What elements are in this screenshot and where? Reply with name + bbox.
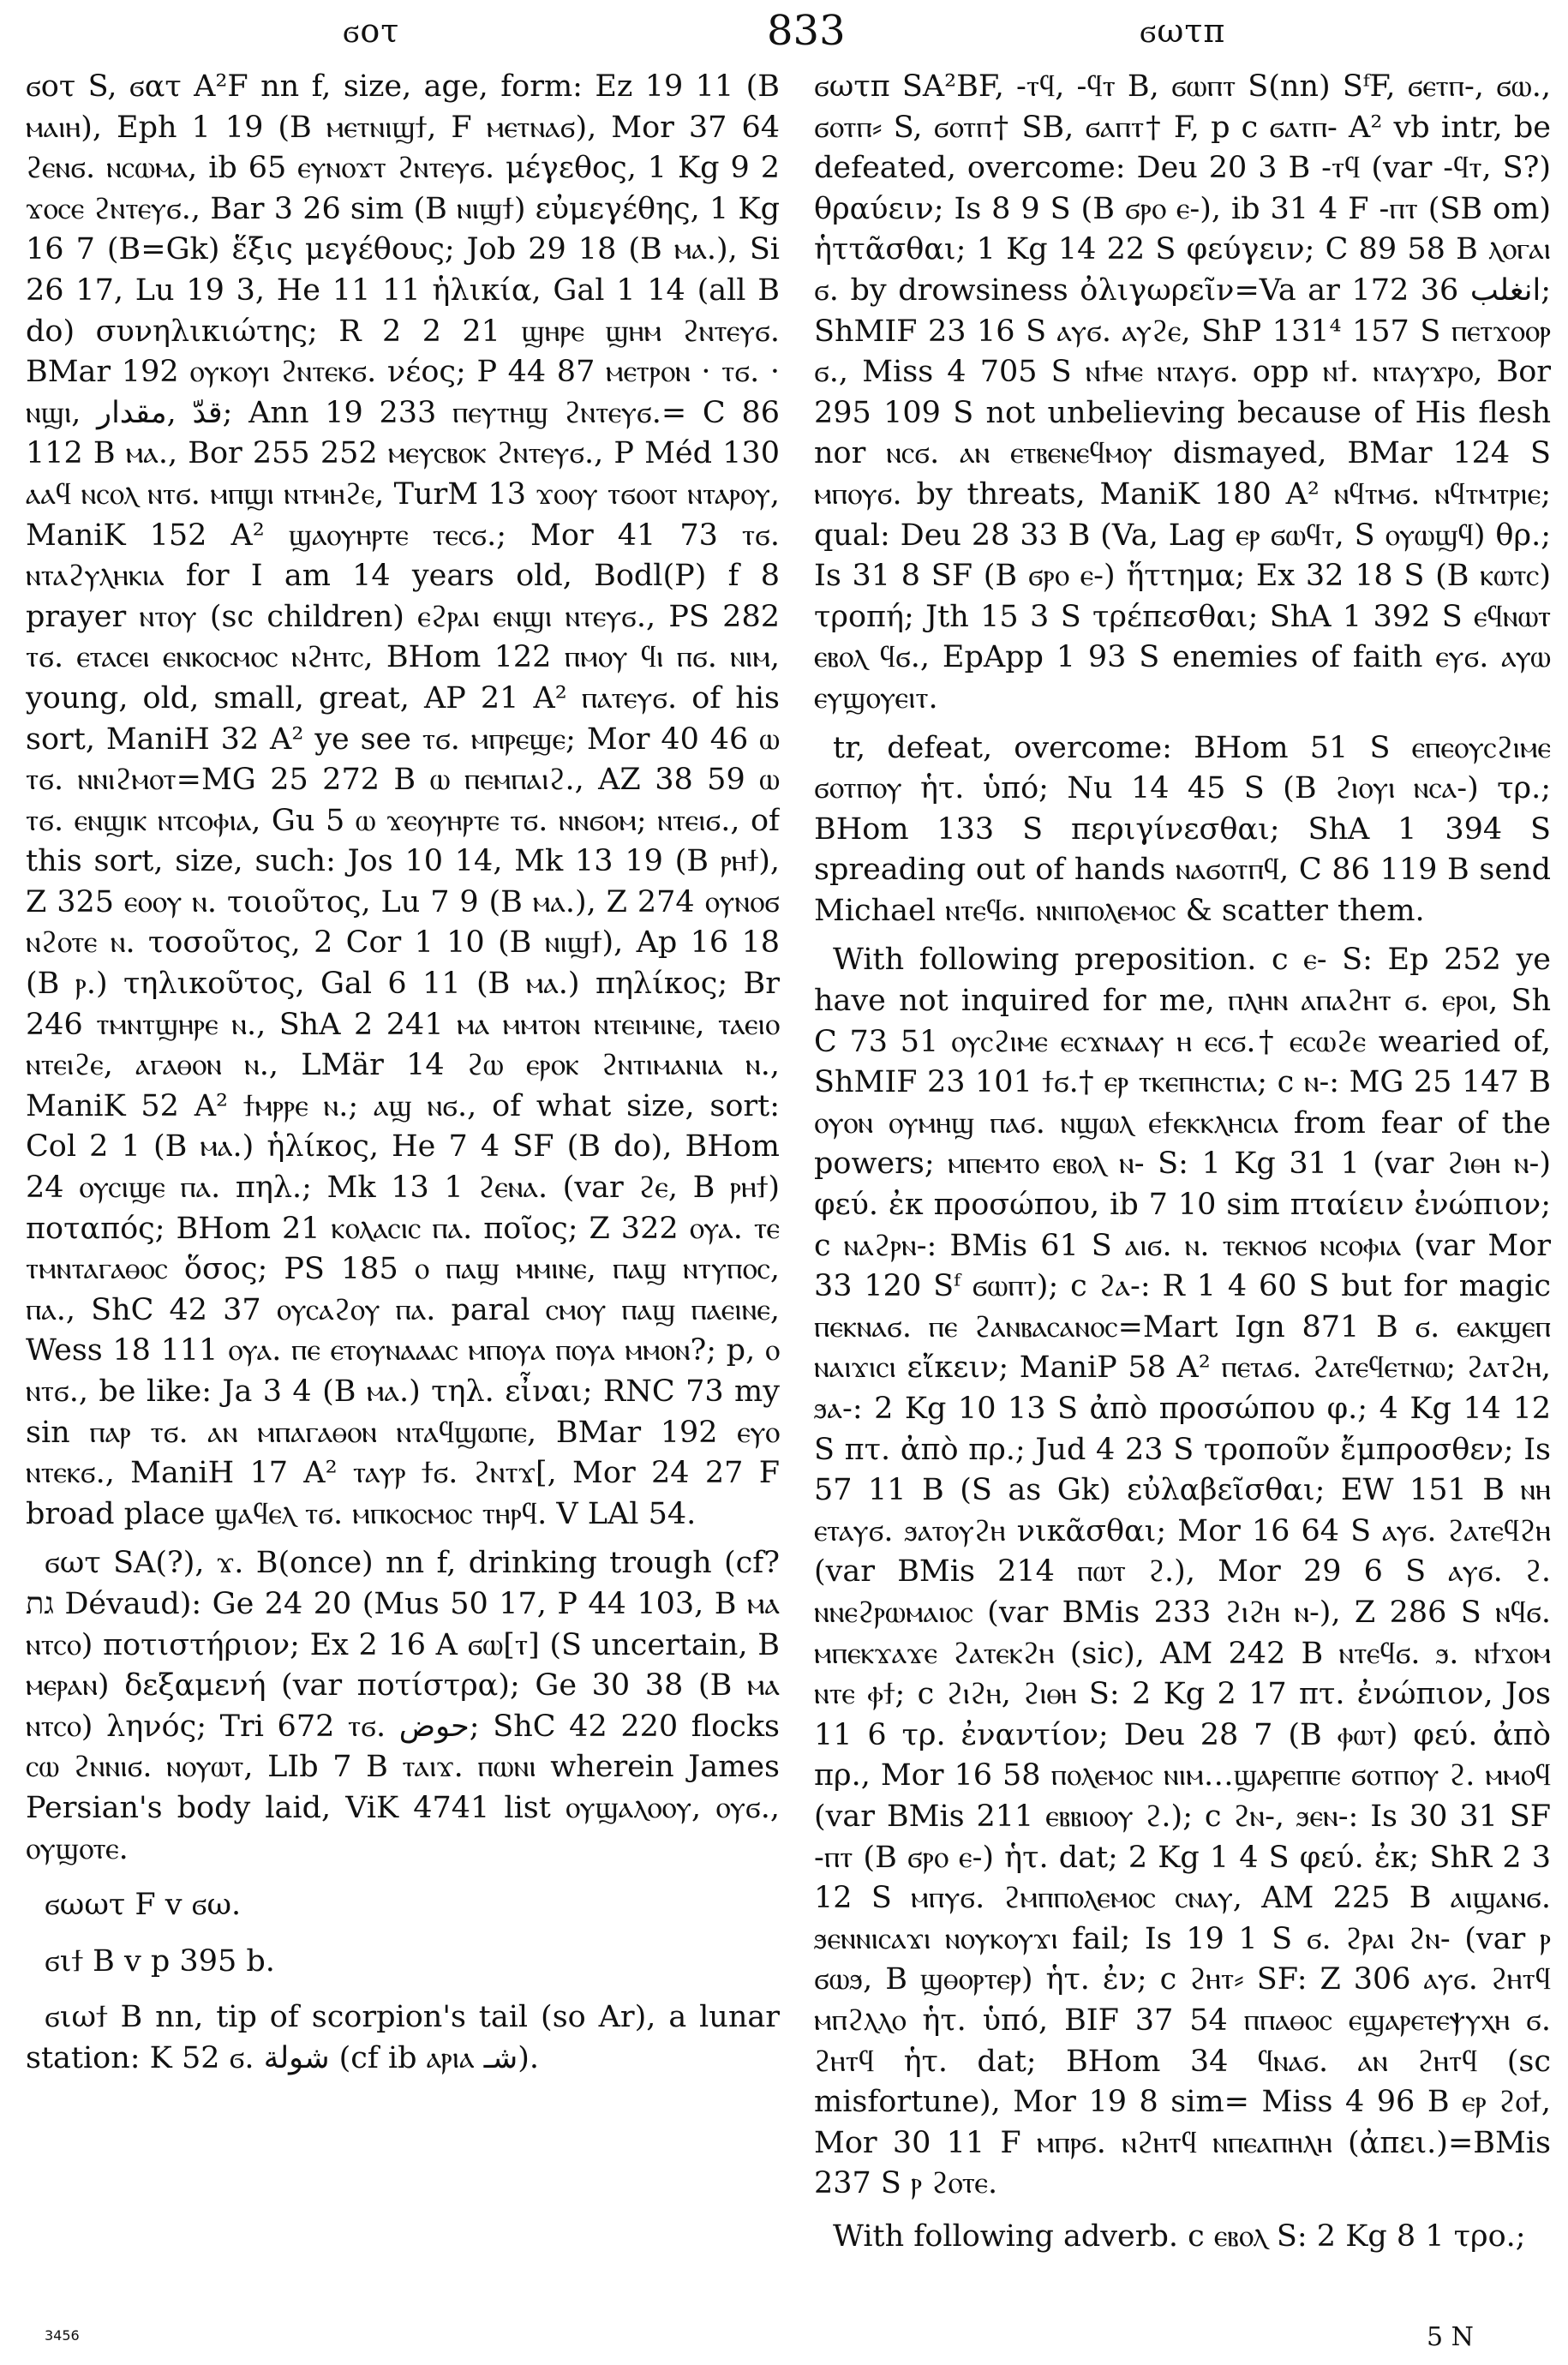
left-column (26, 67, 780, 2308)
entry-gwt: ϭωτ SA(?), ϫ. B(once) nn f, drinking trough (cf? גת Dévaud): Ge 24 20 (Mus 50 17, P 44 103, B ⲙⲁ ⲛⲧⲥⲟ) ποτιστήριον; Ex 2 16 A ϭⲱ[ⲧ] (S uncertain, B ⲙⲉⲣⲁⲛ) δεξαμενή (var ποτίστρα); Ge 30 38 (B ⲙⲁ ⲛⲧⲥⲟ) ληνός; Tri 672 ⲧϭ. حوض; ShC 42 220 flocks ⲥⲱ ϩⲛⲛⲓϭ. ⲛⲟⲩⲱⲧ, LIb 7 B ⲧⲁⲓϫ. ⲡⲱⲛⲓ wherein James Persian's body laid, ViK 4741 list ⲟⲩϣⲁⲗⲟⲟⲩ, ⲟⲩϭ., ⲟⲩϣⲟⲧⲉ. (26, 1546, 780, 1866)
entry-giwti: ϭιωϯ B nn, tip of scorpion's tail (so Ar), a lunar station: K 52 ϭ. شولة (cf ib ⲁⲣⲓⲁ شـ). (26, 2000, 780, 2075)
page-footer (0, 2314, 1568, 2365)
entry-gwtp-prepositions: With following preposition. c ⲉ- S: Ep 252 ye have not inquired for me, ⲡⲗⲏⲛ ⲁⲡⲁϩⲏⲧ ϭ. ⲉⲣⲟⲓ, Sh C 73 51 ⲟⲩⲥϩⲓⲙⲉ ⲉⲥϫⲛⲁⲁⲩ ⲏ ⲉⲥϭ.† ⲉⲥⲱϩⲉ wearied of, ShMIF 23 101 ϯϭ.† ⲉⲣ ⲧⲕⲉⲡⲏⲥⲧⲓⲁ; c ⲛ-: MG 25 147 B ⲟⲩⲟⲛ ⲟⲩⲙⲏϣ ⲡⲁϭ. ⲛϣⲱⲗ ⲉϯⲉⲕⲕⲗⲏⲥⲓⲁ from fear of the powers; ⲙⲡⲉⲙⲧⲟ ⲉⲃⲟⲗ ⲛ- S: 1 Kg 31 1 (var ϩⲓⲑⲏ ⲛ-) φεύ. ἐκ προσώπου, ib 7 10 sim πταίειν ἐνώπιον; c ⲛⲁϩⲣⲛ-: BMis 61 S ⲁⲓϭ. ⲛ. ⲧⲉⲕⲛⲟϭ ⲛⲥⲟⲫⲓⲁ (var Mor 33 120 Sᶠ ϭⲱⲡⲧ); c ϩⲁ-: R 1 4 60 S but for magic ⲡⲉⲕⲛⲁϭ. ⲡⲉ ϩⲁⲛⲃⲁⲥⲁⲛⲟⲥ=Mart Ign 871 B ϭ. ⲉⲁⲕϣⲉⲡ ⲛⲁⲓϫⲓⲥⲓ εἴκειν; ManiP 58 A² ⲡⲉⲧⲁϭ. ϩⲁⲧⲉϥⲉⲧⲛⲱ; ϩⲁⲧϩⲏ, ϧⲁ-: 2 Kg 10 13 S ἀπὸ προσώπου φ.; 4 Kg 14 12 S πτ. ἀπὸ πρ.; Jud 4 23 S τροποῦν ἔμπροσθεν; Is 57 11 B (S as Gk) εὐλαβεῖσθαι; EW 151 B ⲛⲏ ⲉⲧⲁⲩϭ. ϧⲁⲧⲟⲩϩⲏ νικᾶσθαι; Mor 16 64 S ⲁⲩϭ. ϩⲁⲧⲉϥϩⲏ (var BMis 214 ⲡⲱⲧ ϩ.), Mor 29 6 S ⲁⲩϭ. ϩ. ⲛⲛⲉϩⲣⲱⲙⲁⲓⲟⲥ (var BMis 233 ϩⲓϩⲏ ⲛ-), Z 286 S ⲛϥϭ. ⲙⲡⲉⲕϫⲁϫⲉ ϩⲁⲧⲉⲕϩⲏ (sic), AM 242 B ⲛⲧⲉϥϭ. ϧ. ⲛϯϫⲟⲙ ⲛⲧⲉ ⲫϯ; c ϩⲓϩⲏ, ϩⲓⲑⲏ S: 2 Kg 2 17 πτ. ἐνώπιον, Jos 11 6 τρ. ἐναντίον; Deu 28 7 (B ⲫⲱⲧ) φεύ. ἀπὸ πρ., Mor 16 58 ⲡⲟⲗⲉⲙⲟⲥ ⲛⲓⲙ…ϣⲁⲣⲉⲡⲡⲉ ϭⲟⲧⲡⲟⲩ ϩ. ⲙⲙⲟϥ (var BMis 211 ⲉⲃⲃⲓⲟⲟⲩ ϩ.); c ϩⲛ-, ϧⲉⲛ-: Is 30 31 SF -ⲡⲧ (B ϭⲣⲟ ⲉ-) ἡτ. dat; 2 Kg 1 4 S φεύ. ἐκ; ShR 2 3 12 S ⲙⲡⲩϭ. ϩⲙⲡⲡⲟⲗⲉⲙⲟⲥ ⲥⲛⲁⲩ, AM 225 B ⲁⲓϣⲁⲛϭ. ϧⲉⲛⲛⲓⲥⲁϫⲓ ⲛⲟⲩⲕⲟⲩϫⲓ fail; Is 19 1 S ϭ. ϩⲣⲁⲓ ϩⲛ- (var ⲣ ϭⲱϧ, B ϣⲑⲟⲣⲧⲉⲣ) ἡτ. ἐν; c ϩⲏⲧ⸗ SF: Z 306 ⲁⲩϭ. ϩⲏⲧϥ ⲙⲡϩⲗⲗⲟ ἡτ. ὑπό, BIF 37 54 ⲡⲡⲁⲑⲟⲥ ⲉϣⲁⲣⲉⲧⲉⲯⲩⲭⲏ ϭ. ϩⲏⲧϥ ἡτ. dat; BHom 34 ϥⲛⲁϭ. ⲁⲛ ϩⲏⲧϥ (sc misfortune), Mor 19 8 sim= Miss 4 96 B ⲉⲣ ϩⲟϯ, Mor 30 11 F ⲙⲡⲣϭ. ⲛϩⲏⲧϥ ⲛⲡⲉⲁⲡⲏⲗⲏ (ἀπει.)=BMis 237 S ⲣ ϩⲟⲧⲉ. (814, 943, 1551, 2201)
page-header (0, 0, 1568, 60)
entry-gwwt: ϭωωτ F v ϭω. (45, 1888, 242, 1923)
entry-gwtp-adverb: With following adverb. c ⲉⲃⲟⲗ S: 2 Kg 8 1 τρο.; (833, 2218, 1526, 2254)
entry-giti: ϭιϯ B v p 395 b. (45, 1943, 275, 1979)
page-number: 833 (767, 7, 846, 55)
entry-got: ϭοτ S, ϭατ A²F nn f, size, age, form: Ez 19 11 (B ⲙⲁⲓⲏ), Eph 1 19 (B ⲙⲉⲧⲛⲓϣϯ, F ⲙⲉⲧⲛⲁϭ), Mor 37 64 ϩⲉⲛϭ. ⲛⲥⲱⲙⲁ, ib 65 ⲉⲩⲛⲟϫⲧ ϩⲛⲧⲉⲩϭ. μέγεθος, 1 Kg 9 2 ϫⲟⲥⲉ ϩⲛⲧⲉⲩϭ., Bar 3 26 sim (B ⲛⲓϣϯ) εὐμεγέθης, 1 Kg 16 7 (B=Gk) ἕξις μεγέθους; Job 29 18 (B ⲙⲁ.), Si 26 17, Lu 19 3, He 11 11 ἡλικία, Gal 1 14 (all B do) συνηλικιώτης; R 2 2 21 ϣⲏⲣⲉ ϣⲏⲙ ϩⲛⲧⲉⲩϭ. BMar 192 ⲟⲩⲕⲟⲩⲓ ϩⲛⲧⲉⲕϭ. νέος; P 44 87 ⲙⲉⲧⲣⲟⲛ · ⲧϭ. · ⲛϣⲓ, قدّ ,مقدار; Ann 19 233 ⲡⲉⲩⲧⲏϣ ϩⲛⲧⲉⲩϭ.= C 86 112 B ⲙⲁ., Bor 255 252 ⲙⲉⲩⲥⲃⲟⲕ ϩⲛⲧⲉⲩϭ., P Méd 130 ⲁⲁϥ ⲛⲥⲟⲗ ⲛⲧϭ. ⲙⲡϣⲓ ⲛⲧⲙⲏϩⲉ, TurM 13 ϫⲟⲟⲩ ⲧϭⲟⲟⲧ ⲛⲧⲁⲣⲟⲩ, ManiK 152 A² ϣⲁⲟⲩⲏⲣⲧⲉ ⲧⲉⲥϭ.; Mor 41 73 ⲧϭ. ⲛⲧⲁϩⲩⲗⲏⲕⲓⲁ for I am 14 years old, Bodl(P) f 8 prayer ⲛⲧⲟⲩ (sc children) ⲉϩⲣⲁⲓ ⲉⲛϣⲓ ⲛⲧⲉⲩϭ., PS 282 ⲧϭ. ⲉⲧⲁⲥⲉⲓ ⲉⲛⲕⲟⲥⲙⲟⲥ ⲛϩⲏⲧⲥ, BHom 122 ⲡⲙⲟⲩ ϥⲓ ⲡϭ. ⲛⲓⲙ, young, old, small, great, AP 21 A² ⲡⲁⲧⲉⲩϭ. of his sort, ManiH 32 A² ye see ⲧϭ. ⲙⲡⲣⲉϣⲉ; Mor 40 46 ⲱ ⲧϭ. ⲛⲛⲓϩⲙⲟⲧ=MG 25 272 B ⲱ ⲡⲉⲙⲡⲁⲓϩ., AZ 38 59 ⲱ ⲧϭ. ⲉⲛϣⲓⲕ ⲛⲧⲥⲟⲫⲓⲁ, Gu 5 ⲱ ϫⲉⲟⲩⲏⲣⲧⲉ ⲧϭ. ⲛⲛϭⲟⲙ; ⲛⲧⲉⲓϭ., of this sort, size, such: Jos 10 14, Mk 13 19 (B ⲣⲏϯ), Z 325 ⲉⲟⲟⲩ ⲛ. τοιοῦτος, Lu 7 9 (B ⲙⲁ.), Z 274 ⲟⲩⲛⲟϭ ⲛϩⲟⲧⲉ ⲛ. τοσοῦτος, 2 Cor 1 10 (B ⲛⲓϣϯ), Ap 16 18 (B ⲣ.) τηλικοῦτος, Gal 6 11 (B ⲙⲁ.) πηλίκος; Br 246 ⲧⲙⲛⲧϣⲏⲣⲉ ⲛ., ShA 2 241 ⲙⲁ ⲙⲙⲧⲟⲛ ⲛⲧⲉⲓⲙⲓⲛⲉ, ⲧⲁⲉⲓⲟ ⲛⲧⲉⲓϩⲉ, ⲁⲅⲁⲑⲟⲛ ⲛ., LMär 14 ϩⲱ ⲉⲣⲟⲕ ϩⲛⲧⲓⲙⲁⲛⲓⲁ ⲛ., ManiK 52 A² ϯⲙⲣⲣⲉ ⲛ.; ⲁϣ ⲛϭ., of what size, sort: Col 2 1 (B ⲙⲁ.) ἡλίκος, He 7 4 SF (B do), BHom 24 ⲟⲩⲥⲓϣⲉ ⲡⲁ. πηλ.; Mk 13 1 ϩⲉⲛⲁ. (var ϩⲉ, B ⲣⲏϯ) ποταπός; BHom 21 ⲕⲟⲗⲁⲥⲓⲥ ⲡⲁ. ποῖος; Z 322 ⲟⲩⲁ. ⲧⲉ ⲧⲙⲛⲧⲁⲅⲁⲑⲟⲥ ὅσος; PS 185 ⲟ ⲡⲁϣ ⲙⲙⲓⲛⲉ, ⲡⲁϣ ⲛⲧⲩⲡⲟⲥ, ⲡⲁ., ShC 42 37 ⲟⲩⲥⲁϩⲟⲩ ⲡⲁ. paral ⲥⲙⲟⲩ ⲡⲁϣ ⲡⲁⲉⲓⲛⲉ, Wess 18 111 ⲟⲩⲁ. ⲡⲉ ⲉⲧⲟⲩⲛⲁⲁⲁⲥ ⲙⲡⲟⲩⲁ ⲡⲟⲩⲁ ⲙⲙⲟⲛ?; p, ⲟ ⲛⲧϭ., be like: Ja 3 4 (B ⲙⲁ.) τηλ. εἶναι; RNC 73 my sin ⲡⲁⲣ ⲧϭ. ⲁⲛ ⲙⲡⲁⲅⲁⲑⲟⲛ ⲛⲧⲁϥϣⲱⲡⲉ, BMar 192 ⲉⲩⲟ ⲛⲧⲉⲕϭ., ManiH 17 A² ⲧⲁⲩⲣ ϯϭ. ϩⲛⲧϫ[, Mor 24 27 F broad place ϣⲁϥⲉⲗ ⲧϭ. ⲙⲡⲕⲟⲥⲙⲟⲥ ⲧⲏⲣϥ. V LAl 54. (26, 69, 780, 1531)
running-headword-left: ϭοτ (343, 12, 400, 50)
entry-gwtp-transitive: tr, defeat, overcome: BHom 51 S ⲉⲡⲉⲟⲩⲥϩⲓⲙⲉ ϭⲟⲧⲡⲟⲩ ἡτ. ὑπό; Nu 14 45 S (B ϩⲓⲟⲩⲓ ⲛⲥⲁ-) τρ.; BHom 133 S περιγίνεσθαι; ShA 1 394 S spreading out of hands ⲛⲁϭⲟⲧⲡϥ, C 86 119 B send Michael ⲛⲧⲉϥϭ. ⲛⲛⲓⲡⲟⲗⲉⲙⲟⲥ & scatter them. (814, 730, 1551, 928)
gathering-mark: 5 N (1427, 2322, 1474, 2352)
entry-gwtp: ϭωτπ SA²BF, -ⲧϥ, -ϥⲧ B, ϭⲱⲡⲧ S(nn) SᶠF, ϭⲉⲧⲡ-, ϭⲱ., ϭⲟⲧⲡ⸗ S, ϭⲟⲧⲡ† SB, ϭⲁⲡⲧ† F, p c ϭⲁⲧⲡ- A² vb intr, be defeated, overcome: Deu 20 3 B -ⲧϥ (var -ϥⲧ, S?) θραύειν; Is 8 9 S (B ϭⲣⲟ ⲉ-), ib 31 4 F -ⲡⲧ (SB om) ἡττᾶσθαι; 1 Kg 14 22 S φεύγειν; C 89 58 B ⲗⲟⲅⲁⲓ ϭ. by drowsiness ὀλιγωρεῖν=Va ar 172 36 انغلب; ShMIF 23 16 S ⲁⲩϭ. ⲁⲩϩⲉ, ShP 131⁴ 157 S ⲡⲉⲧϫⲟⲟⲣ ϭ., Miss 4 705 S ⲛϯⲙⲉ ⲛⲧⲁⲩϭ. opp ⲛϯ. ⲛⲧⲁⲩϫⲣⲟ, Bor 295 109 S not unbelieving because of His flesh nor ⲛⲥϭ. ⲁⲛ ⲉⲧⲃⲉⲛⲉϥⲙⲟⲩ dismayed, BMar 124 S ⲙⲡⲟⲩϭ. by threats, ManiK 180 A² ⲛϥⲧⲙϭ. ⲛϥⲧⲙⲧⲣⲓⲉ; qual: Deu 28 33 B (Va, Lag ⲉⲣ ϭⲱϥⲧ, S ⲟⲩⲱϣϥ) θρ.; Is 31 8 SF (B ϭⲣⲟ ⲉ-) ἥττημα; Ex 32 18 S (B ⲕⲱⲧⲥ) τροπή; Jth 15 3 S τρέπεσθαι; ShA 1 392 S ⲉϥⲛⲱⲧ ⲉⲃⲟⲗ ϥϭ., EpApp 1 93 S enemies of faith ⲉⲩϭ. ⲁⲩⲱ ⲉⲩϣⲟⲩⲉⲓⲧ. (814, 69, 1551, 715)
running-headword-right: ϭωτπ (1140, 12, 1226, 50)
printer-signature: 3456 (45, 2327, 80, 2344)
right-column (814, 67, 1551, 2308)
